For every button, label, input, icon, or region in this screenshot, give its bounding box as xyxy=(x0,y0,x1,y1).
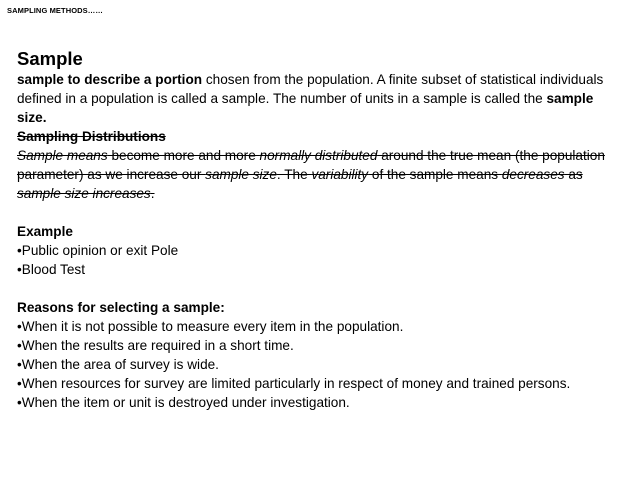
reason-item: •When the results are required in a short time. xyxy=(17,338,294,353)
sample-size-term: sample size. xyxy=(17,91,594,125)
struck-italic-7: variability xyxy=(311,167,369,182)
slide-content xyxy=(17,48,617,412)
struck-text-4: around the true mean (the population parameter) as we increase our xyxy=(17,148,605,182)
struck-text-12: . xyxy=(150,186,155,201)
struck-text-10: as xyxy=(564,167,583,182)
struck-italic-9: decreases xyxy=(501,167,565,182)
struck-text-8: of the sample means xyxy=(368,167,502,182)
slide-header: SAMPLING METHODS…… xyxy=(7,6,103,15)
definition-text: chosen from the population. A finite subset of statistical individuals defined in a population is called a sample. The number of units in a sample is called the xyxy=(17,72,604,106)
slide-title: Sample xyxy=(17,48,83,69)
struck-heading: Sampling Distributions xyxy=(17,129,166,144)
reason-item: •When the item or unit is destroyed under investigation. xyxy=(17,395,350,410)
example-item: •Blood Test xyxy=(17,262,85,277)
definition-lead: sample to describe a portion xyxy=(17,72,203,87)
struck-italic-5: sample size xyxy=(205,167,277,182)
spacer xyxy=(17,279,617,298)
reason-item: •When resources for survey are limited particularly in respect of money and trained persons. xyxy=(17,376,571,391)
struck-italic-1: Sample means xyxy=(17,148,108,163)
example-heading: Example xyxy=(17,224,73,239)
example-item: •Public opinion or exit Pole xyxy=(17,243,179,258)
reasons-heading: Reasons for selecting a sample: xyxy=(17,300,225,315)
reason-item: •When the area of survey is wide. xyxy=(17,357,219,372)
struck-section xyxy=(17,127,617,203)
struck-italic-11: sample size increases xyxy=(17,186,151,201)
reason-item: •When it is not possible to measure every item in the population. xyxy=(17,319,404,334)
struck-paragraph xyxy=(17,146,617,203)
struck-text-6: . The xyxy=(276,167,312,182)
definition-paragraph xyxy=(17,70,617,127)
struck-text-2: become more and more xyxy=(107,148,260,163)
struck-italic-3: normally distributed xyxy=(259,148,378,163)
spacer xyxy=(17,203,617,222)
